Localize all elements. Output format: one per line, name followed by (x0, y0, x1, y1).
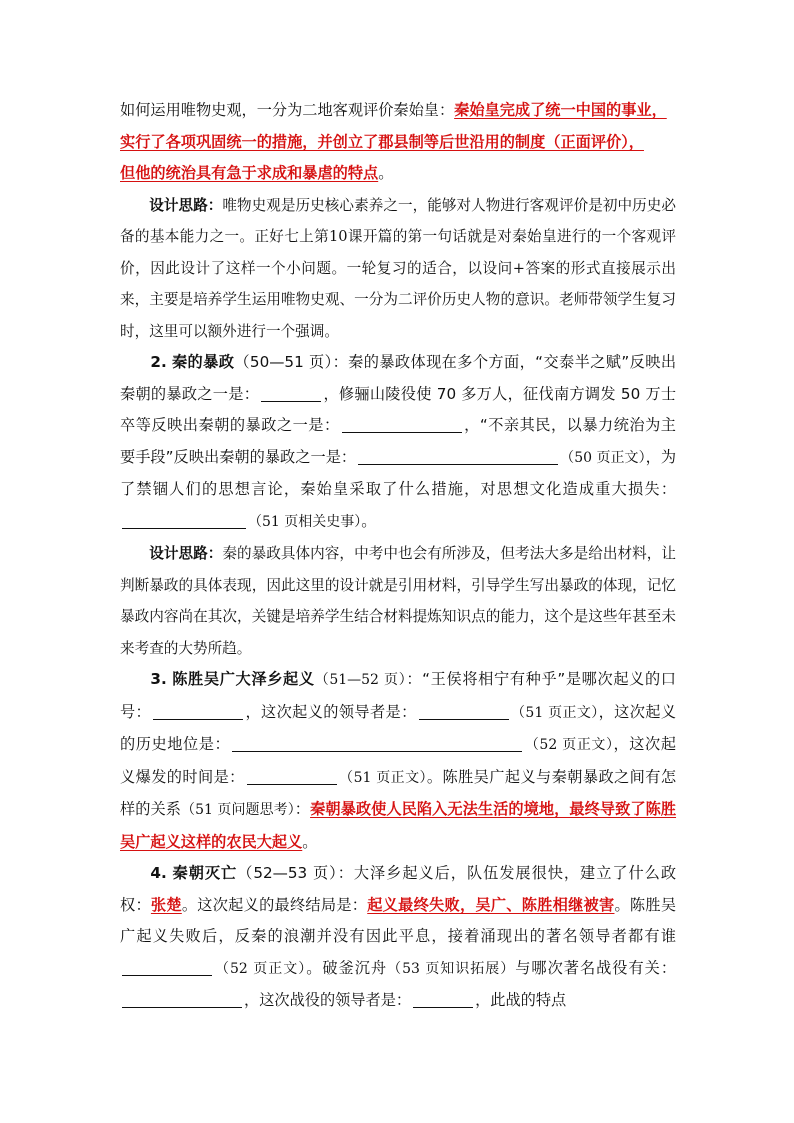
answer-blank[interactable] (232, 735, 522, 752)
answer-blank[interactable] (247, 768, 337, 785)
section1-answer-1: 秦始皇完成了统一中国的事业， (454, 101, 667, 119)
document-content (120, 95, 676, 1017)
answer-blank[interactable] (413, 991, 473, 1008)
question-number: 3. (150, 670, 167, 688)
question-3-answer: 秦朝暴政使人民陷入无法生活的境地，最终导致了陈胜吴广起义这样的农民大起义 (120, 800, 677, 851)
question-3: 3. 陈胜吴广大泽乡起义（51—52 页）：“王侯将相宁有种乎”是哪次起义的口号： ，这次起义的领导者是： （51 页正文），这次起义的历史地位是： （52 页正文），这次起义爆发的时间是： （51 页正文）。陈胜吴广起义与秦朝暴政之间有怎样的关系（51 页问题思考）：秦朝暴政使人民陷入无法生活的境地，最终导致了陈胜吴广起义这样的农民大起义。 (120, 670, 677, 851)
section1-answer-2: 实行了各项巩固统一的措施，并创立了郡县制等后世沿用的制度（正面评价）， (120, 132, 644, 151)
question-title: 陈胜吴广大泽乡起义 (172, 670, 315, 688)
question-2: 2. 秦的暴政（50—51 页）：秦的暴政体现在多个方面，“交泰半之赋”反映出秦朝的暴政之一是： ，修骊山陵役使 70 多万人，征伐南方调发 50 万士卒等反映出秦朝的暴政之一是： ，“不亲其民，以暴力统治为主要手段”反映出秦朝的暴政之一是： （50 页正文），为了禁锢人们的思想言论，秦始皇采取了什么措施，对思想文化造成重大损失：（51 页相关史事）。 (120, 353, 677, 530)
answer-blank[interactable] (358, 448, 558, 465)
section1-paragraph: 如何运用唯物史观，一分为二地客观评价秦始皇：秦始皇完成了统一中国的事业， 实行了各项巩固统一的措施，并创立了郡县制等后世沿用的制度（正面评价）， 但他的统治具有急于求成和暴虐的特点。 (120, 101, 667, 182)
question-4-answer-1: 张楚 (150, 895, 182, 914)
answer-blank[interactable] (261, 385, 321, 402)
design-idea-text: 唯物史观是历史核心素养之一，能够对人物进行客观评价是初中历史必备的基本能力之一。正好七上第10课开篇的第一句话就是对秦始皇进行的一个客观评价，因此设计了这样一个小问题。一轮复习的适合，以设问+答案的形式直接展示出来，主要是培养学生运用唯物史观、一分为二评价历史人物的意识。老师带领学生复习时，这里可以额外进行一个强调。 (120, 196, 676, 340)
design-idea-text: 秦的暴政具体内容，中考中也会有所涉及，但考法大多是给出材料，让判断暴政的具体表现，因此这里的设计就是引用材料，引导学生写出暴政的体现，记忆暴政内容尚在其次，关键是培养学生结合材料提炼知识点的能力，这个是这些年甚至未来考查的大势所趋。 (120, 545, 676, 657)
design-idea-label: 设计思路： (149, 196, 223, 214)
question-4-answer-2: 起义最终失败，吴广、陈胜相继被害 (367, 895, 615, 914)
section1-answer-3: 但他的统治具有急于求成和暴虐的特点 (120, 164, 379, 182)
question-number: 4. (150, 864, 167, 882)
design-idea-label: 设计思路： (149, 545, 223, 562)
question-title: 秦朝灭亡 (172, 864, 238, 882)
answer-blank[interactable] (122, 959, 212, 976)
answer-blank[interactable] (153, 703, 243, 720)
question-number: 2. (150, 353, 167, 371)
question-title: 秦的暴政 (171, 353, 235, 371)
answer-blank[interactable] (122, 512, 246, 529)
answer-blank[interactable] (419, 703, 509, 720)
design-idea-2 (120, 538, 676, 664)
answer-blank[interactable] (342, 416, 462, 433)
answer-blank[interactable] (122, 991, 242, 1008)
section1-intro: 如何运用唯物史观，一分为二地客观评价秦始皇： (120, 101, 455, 119)
question-4: 4. 秦朝灭亡（52—53 页）：大泽乡起义后，队伍发展很快，建立了什么政权：张楚。这次起义的最终结局是：起义最终失败，吴广、陈胜相继被害。陈胜吴广起义失败后，反秦的浪潮并没有因此平息，接着涌现出的著名领导者都有谁（52 页正文）。破釜沉舟（53 页知识拓展）与哪次著名战役有关：，这次战役的领导者是： ，此战的特点 (120, 864, 677, 1009)
design-idea-1 (120, 190, 676, 348)
